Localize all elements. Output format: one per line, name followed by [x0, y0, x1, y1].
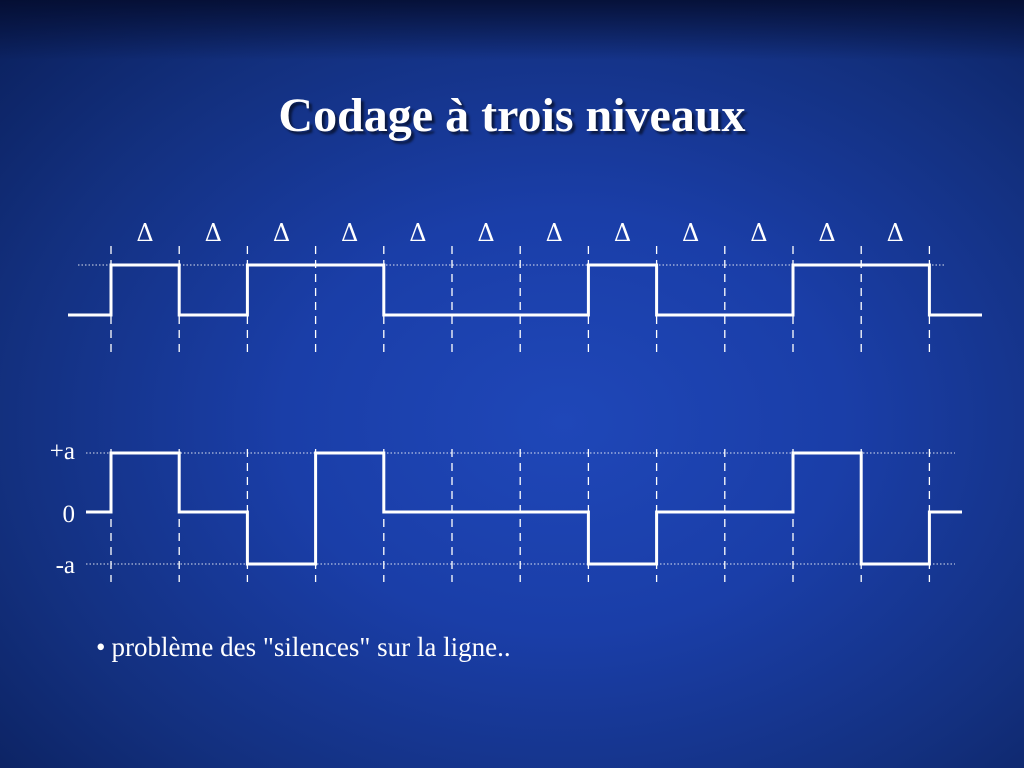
period-delta-label: Δ	[341, 219, 359, 247]
period-delta-label: Δ	[409, 219, 427, 247]
bullet-symbol: •	[96, 632, 106, 662]
period-delta-label: Δ	[136, 219, 154, 247]
period-delta-label: Δ	[477, 219, 495, 247]
level-label-zero: 0	[62, 501, 75, 528]
slide-title: Codage à trois niveaux	[278, 89, 746, 142]
period-delta-label: Δ	[818, 219, 836, 247]
ternary-waveform	[86, 453, 962, 564]
period-delta-label: Δ	[682, 219, 700, 247]
period-delta-label: Δ	[545, 219, 563, 247]
binary-waveform	[68, 265, 982, 315]
bullet-text: problème des "silences" sur la ligne..	[111, 632, 511, 662]
period-delta-label: Δ	[272, 219, 291, 247]
level-label-plus: +a	[49, 438, 75, 465]
bullet-item	[96, 632, 511, 663]
period-delta-label: Δ	[886, 219, 904, 247]
level-label-minus: -a	[55, 552, 75, 579]
period-delta-label: Δ	[204, 219, 222, 247]
period-delta-label: Δ	[613, 219, 632, 247]
period-delta-label: Δ	[750, 219, 768, 247]
